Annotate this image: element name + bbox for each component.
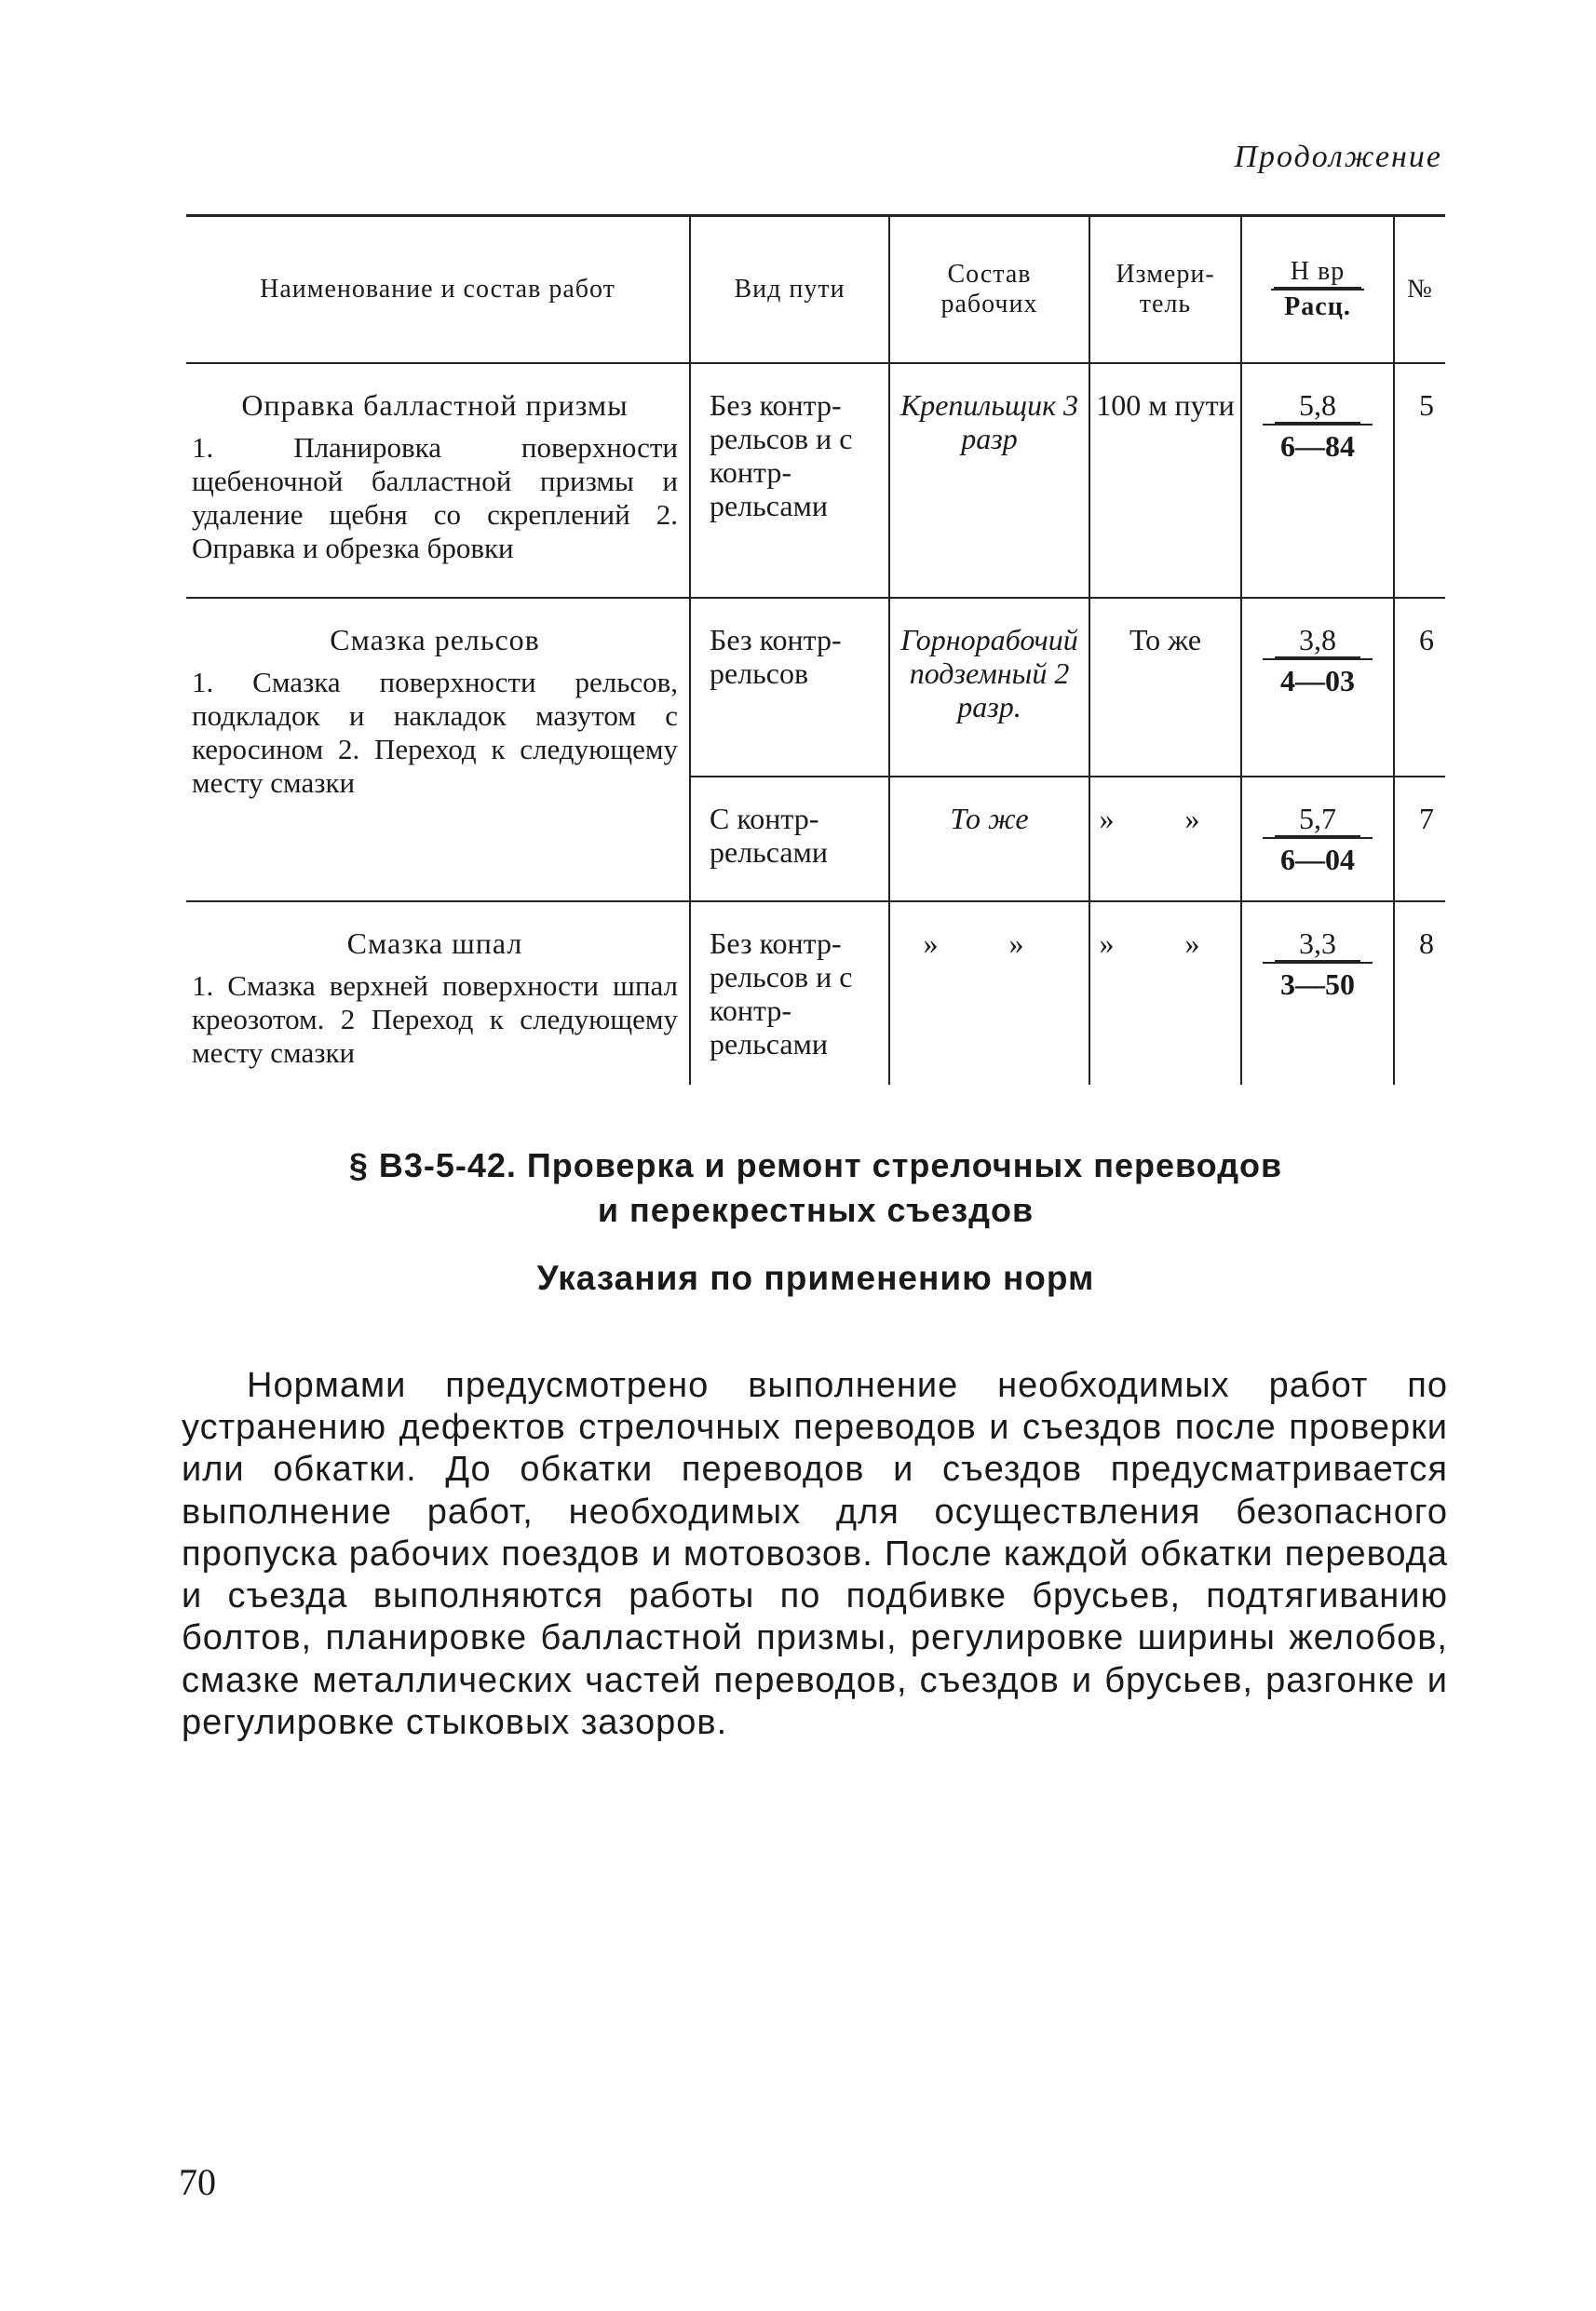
crew-composition: Горнорабочий подземный 2 разр. (889, 598, 1089, 777)
norm-fraction (1241, 598, 1394, 777)
header-track: Вид пути (690, 216, 889, 364)
norm-rate: 4—03 (1263, 658, 1373, 697)
norm-fraction (1241, 901, 1394, 1085)
header-norm-time: Н вр (1274, 257, 1361, 289)
unit-meter: » » (1089, 901, 1241, 1085)
continuation-label: Продолжение (1234, 140, 1442, 174)
section-title-line-1: § В3-5-42. Проверка и ремонт стрелочных переводов (348, 1146, 1283, 1184)
track-type: С контр-рельсами (690, 777, 889, 901)
unit-meter: » » (1089, 777, 1241, 901)
table-row (186, 363, 1445, 598)
header-meter: Измери-тель (1089, 216, 1241, 364)
table-header-row (186, 216, 1445, 364)
header-crew: Состав рабочих (889, 216, 1089, 364)
page-number: 70 (179, 2161, 216, 2203)
work-title: Оправка балластной призмы (241, 388, 629, 422)
header-norm (1241, 216, 1394, 364)
norm-time: 5,8 (1275, 388, 1360, 424)
row-number: 6 (1394, 598, 1445, 777)
row-number: 5 (1394, 363, 1445, 598)
section-subheading: Указания по применению норм (536, 1259, 1095, 1297)
body-paragraph: Нормами предусмотрено выполнение необходимых работ по устранению дефектов стрелочных переводов и съездов после проверки или обкатки. До обкатки переводов и съездов предусматривается выполнение работ, необходимых для осуществления безопасного пропуска рабочих поездов и мотовозов. После каждой обкатки перевода и съезда выполняются работы по подбивке брусьев, подтягиванию болтов, планировке балластной призмы, регулировке ширины желобов, смазке металлических частей переводов, съездов и брусьев, разгонке и регулировке стыковых зазоров. (182, 1366, 1448, 1742)
norm-time: 5,7 (1275, 802, 1360, 837)
unit-meter: 100 м пути (1089, 363, 1241, 598)
norm-rate: 6—04 (1263, 837, 1373, 876)
norm-rate: 3—50 (1263, 962, 1373, 1001)
header-number: № (1394, 216, 1445, 364)
crew-composition: » » (889, 901, 1089, 1085)
unit-meter: То же (1089, 598, 1241, 777)
work-description: 1. Планировка поверхности щебеночной балластной призмы и удаление щебня со скреплений 2. Оправка и обрезка бровки (192, 431, 678, 565)
norms-table (186, 214, 1445, 1085)
norm-fraction (1241, 363, 1394, 598)
norm-time: 3,3 (1275, 926, 1360, 962)
track-type: Без контр-рельсов (690, 598, 889, 777)
section-title-line-2: и перекрестных съездов (597, 1190, 1035, 1229)
work-title: Смазка шпал (346, 926, 523, 960)
norm-rate: 6—84 (1263, 424, 1373, 463)
header-work: Наименование и состав работ (186, 216, 690, 364)
crew-composition: Крепильщик 3 разр (889, 363, 1089, 598)
section-title (186, 1143, 1445, 1232)
work-description: 1. Смазка верхней поверхности шпал креозотом. 2 Переход к следующему месту смазки (192, 969, 678, 1070)
header-norm-rate: Расц. (1271, 289, 1364, 322)
row-number: 8 (1394, 901, 1445, 1085)
work-cell (186, 901, 690, 1085)
table-row (186, 901, 1445, 1085)
row-number: 7 (1394, 777, 1445, 901)
track-type: Без контр-рельсов и с контр-рельсами (690, 363, 889, 598)
work-title: Смазка рельсов (330, 623, 540, 656)
work-cell (186, 363, 690, 598)
track-type: Без контр-рельсов и с контр-рельсами (690, 901, 889, 1085)
norm-time: 3,8 (1275, 623, 1360, 658)
crew-composition: То же (889, 777, 1089, 901)
table-row (186, 598, 1445, 777)
norm-fraction (1241, 777, 1394, 901)
work-cell (186, 598, 690, 901)
work-description: 1. Смазка поверхности рельсов, подкладок и накладок мазутом с керосином 2. Переход к следующему месту смазки (192, 666, 678, 800)
